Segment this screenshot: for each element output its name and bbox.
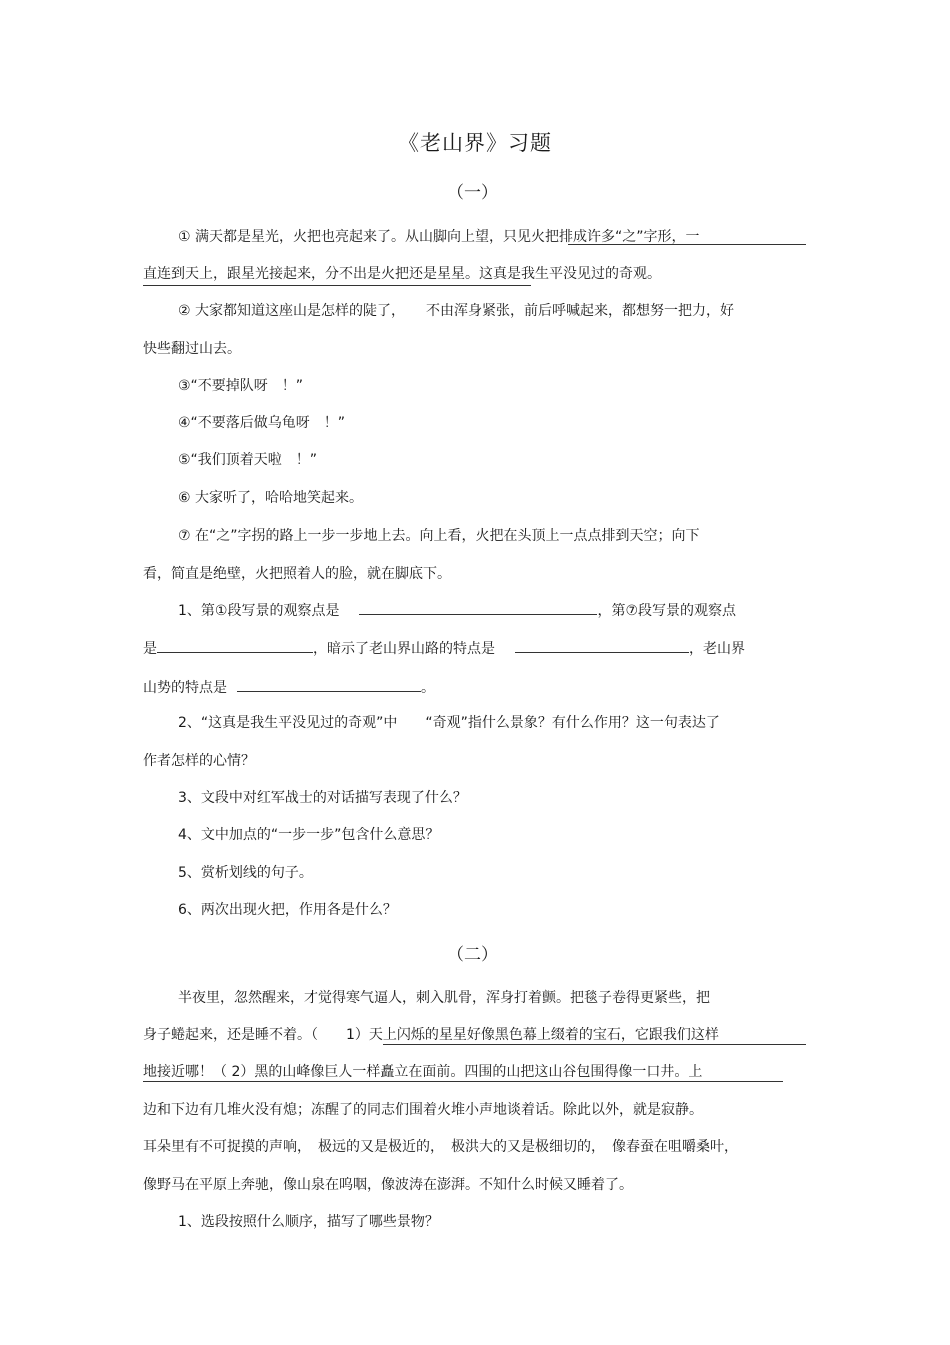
question-text: 是 — [143, 641, 157, 657]
page-title: 《老山界》习题 — [398, 131, 552, 155]
question-text: 山势的特点是 — [143, 680, 227, 696]
paragraph-line: ⑦ 在“之”字拐的路上一步一步地上去。向上看，火把在头顶上一点点排到天空；向下 — [178, 528, 700, 544]
section-heading-2: （二） — [447, 945, 498, 965]
question-text: ，暗示了老山界山路的特点是 — [313, 641, 495, 657]
dialogue-line: ③“不要掉队呀 ！” — [178, 378, 304, 394]
paragraph-line: 看，简直是绝壁，火把照着人的脸，就在脚底下。 — [143, 566, 451, 582]
dialogue-line: ④“不要落后做乌龟呀 ！” — [178, 415, 346, 431]
underline — [143, 1081, 783, 1082]
answer-blank[interactable] — [237, 677, 421, 692]
paragraph-line: 快些翻过山去。 — [143, 341, 241, 357]
paragraph-line: ⑥ 大家听了，哈哈地笑起来。 — [178, 490, 364, 506]
answer-blank[interactable] — [157, 638, 313, 653]
question-text: 。 — [421, 680, 435, 696]
question-text: ，老山界 — [689, 641, 745, 657]
underline — [383, 1044, 806, 1045]
section-heading-1: （一） — [447, 183, 498, 203]
question-2: 2、“这真是我生平没见过的奇观”中 “奇观”指什么景象？有什么作用？这一句表达了 — [178, 715, 720, 731]
dialogue-line: ⑤“我们顶着天啦 ！” — [178, 452, 318, 468]
question-2-cont: 作者怎样的心情？ — [143, 753, 255, 769]
paragraph-line: 耳朵里有不可捉摸的声响， 极远的又是极近的， 极洪大的又是极细切的， 像春蚕在咀嚼桑叶， — [143, 1139, 738, 1155]
question-5: 5、赏析划线的句子。 — [178, 865, 313, 881]
question-1-line-1 — [178, 600, 736, 621]
question-1-line-2 — [143, 638, 745, 659]
paragraph-line: ① 满天都是星光，火把也亮起来了。从山脚向上望，只见火把排成许多“之”字形，一 — [178, 229, 700, 245]
paragraph-line: 边和下边有几堆火没有熄；冻醒了的同志们围着火堆小声地谈着话。除此以外，就是寂静。 — [143, 1102, 703, 1118]
question-6: 6、两次出现火把，作用各是什么？ — [178, 902, 397, 918]
paragraph-line: 半夜里，忽然醒来，才觉得寒气逼人，刺入肌骨，浑身打着颤。把毯子卷得更紧些，把 — [178, 990, 710, 1006]
question-1-line-3 — [143, 677, 435, 698]
answer-blank[interactable] — [359, 600, 597, 615]
paragraph-line: 直连到天上，跟星光接起来，分不出是火把还是星星。这真是我生平没见过的奇观。 — [143, 266, 661, 282]
question-text: 1、第①段写景的观察点是 — [178, 603, 340, 619]
question-3: 3、文段中对红军战士的对话描写表现了什么？ — [178, 790, 467, 806]
question-text: ，第⑦段写景的观察点 — [597, 603, 737, 619]
paragraph-line: ② 大家都知道这座山是怎样的陡了， 不由浑身紧张，前后呼喊起来，都想努一把力，好 — [178, 303, 734, 319]
paragraph-line: 身子蜷起来，还是睡不着。（ 1）天上闪烁的星星好像黑色幕上缀着的宝石，它跟我们这样 — [143, 1027, 719, 1043]
underline — [568, 244, 806, 245]
answer-blank[interactable] — [515, 638, 689, 653]
underline — [143, 285, 531, 286]
paragraph-line: 地接近哪！（ 2）黑的山峰像巨人一样矗立在面前。四围的山把这山谷包围得像一口井。上 — [143, 1064, 703, 1080]
question-1-section-2: 1、选段按照什么顺序，描写了哪些景物？ — [178, 1214, 439, 1230]
question-4: 4、文中加点的“一步一步”包含什么意思？ — [178, 827, 440, 843]
paragraph-line: 像野马在平原上奔驰，像山泉在呜咽，像波涛在澎湃。不知什么时候又睡着了。 — [143, 1177, 633, 1193]
